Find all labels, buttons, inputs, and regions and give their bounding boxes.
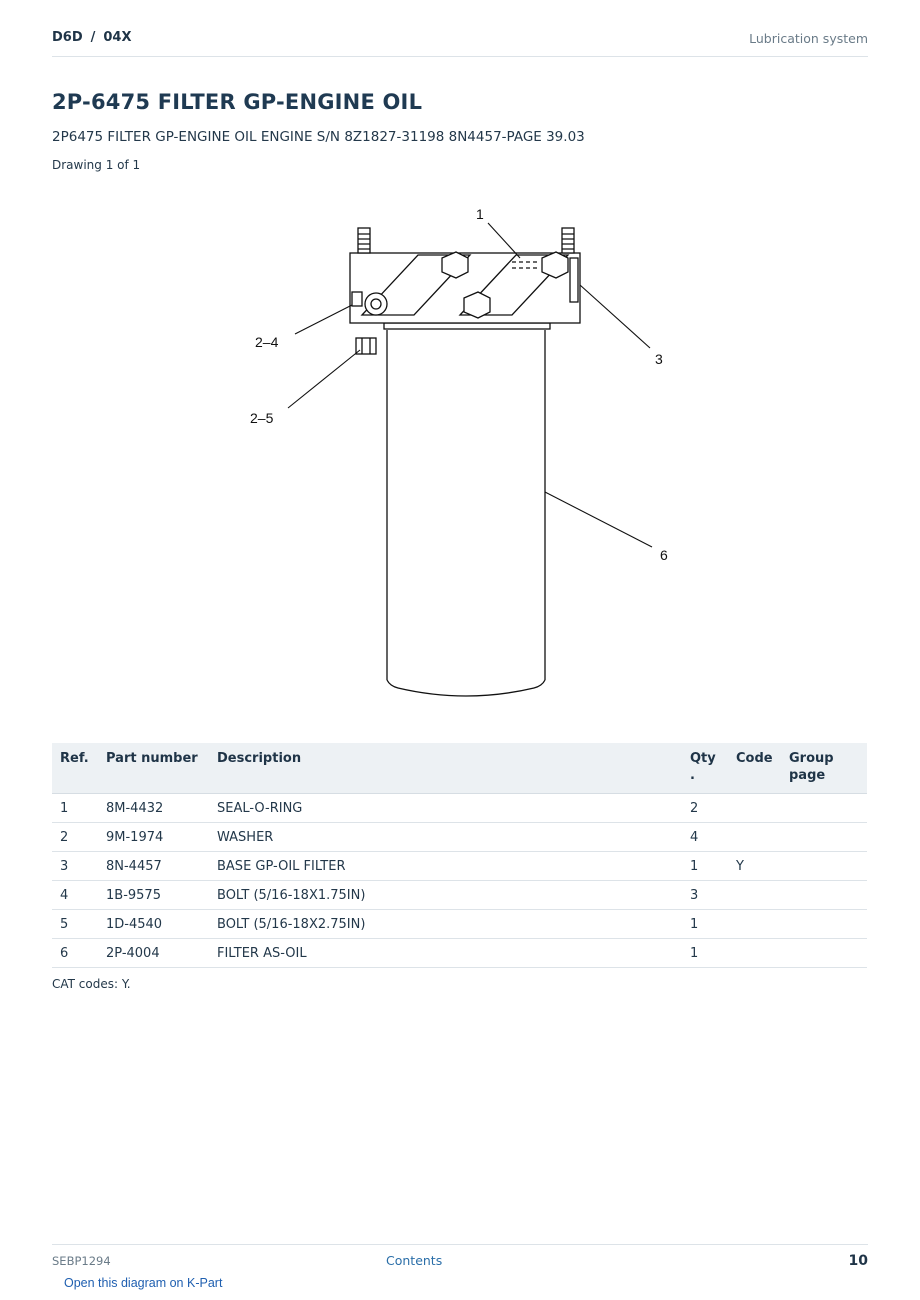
cell-description: FILTER AS-OIL (209, 939, 682, 968)
cell-description: BOLT (5/16-18X2.75IN) (209, 910, 682, 939)
table-row (52, 852, 867, 881)
system-name: Lubrication system (749, 31, 868, 46)
cell-ref: 5 (52, 910, 98, 939)
cell-code (728, 794, 781, 823)
drawing-count: Drawing 1 of 1 (52, 158, 141, 172)
cell-description: BOLT (5/16-18X1.75IN) (209, 881, 682, 910)
table-row (52, 910, 867, 939)
table-row (52, 881, 867, 910)
table-row (52, 823, 867, 852)
section-code-label: 04X (103, 30, 132, 45)
cell-code: Y (728, 852, 781, 881)
cell-group-page (781, 939, 867, 968)
filter-canister-drawing (384, 323, 550, 696)
table-row (52, 939, 867, 968)
parts-diagram (230, 195, 690, 705)
cell-part-number: 1D-4540 (98, 910, 209, 939)
breadcrumb (52, 30, 132, 45)
table-row (52, 794, 867, 823)
callout-3: 3 (655, 351, 663, 367)
cell-group-page (781, 910, 867, 939)
cell-qty: 2 (682, 794, 728, 823)
cat-codes-note: CAT codes: Y. (52, 977, 131, 991)
cell-qty: 4 (682, 823, 728, 852)
cell-code (728, 939, 781, 968)
cell-description: WASHER (209, 823, 682, 852)
cell-part-number: 1B-9575 (98, 881, 209, 910)
cell-ref: 6 (52, 939, 98, 968)
document-code: SEBP1294 (52, 1254, 111, 1268)
cell-qty: 1 (682, 852, 728, 881)
callout-6: 6 (660, 547, 668, 563)
cell-part-number: 8M-4432 (98, 794, 209, 823)
cell-group-page (781, 794, 867, 823)
table-header-row (52, 743, 867, 794)
cell-ref: 2 (52, 823, 98, 852)
cell-ref: 4 (52, 881, 98, 910)
cell-qty: 1 (682, 910, 728, 939)
open-kpart-link[interactable]: Open this diagram on K-Part (64, 1276, 223, 1290)
callout-1: 1 (476, 206, 484, 222)
cell-part-number: 2P-4004 (98, 939, 209, 968)
cell-code (728, 910, 781, 939)
page-subtitle: 2P6475 FILTER GP-ENGINE OIL ENGINE S/N 8Z1827-31198 8N4457-PAGE 39.03 (52, 129, 585, 145)
page-header (52, 28, 868, 57)
header-qty: Qty . (682, 743, 728, 794)
cell-code (728, 823, 781, 852)
parts-table (52, 743, 867, 968)
cell-ref: 1 (52, 794, 98, 823)
model-label: D6D (52, 30, 83, 45)
cell-description: SEAL-O-RING (209, 794, 682, 823)
header-group-page: Group page (781, 743, 867, 794)
page-title: 2P-6475 FILTER GP-ENGINE OIL (52, 90, 423, 114)
header-code: Code (728, 743, 781, 794)
breadcrumb-separator: / (90, 30, 96, 45)
callout-2-5: 2‒5 (250, 410, 274, 426)
header-ref: Ref. (52, 743, 98, 794)
cell-part-number: 9M-1974 (98, 823, 209, 852)
page-number: 10 (848, 1253, 868, 1269)
callout-2-4: 2‒4 (255, 334, 279, 350)
cell-description: BASE GP-OIL FILTER (209, 852, 682, 881)
contents-link[interactable]: Contents (386, 1253, 443, 1268)
filter-base-drawing (350, 252, 580, 323)
header-description: Description (209, 743, 682, 794)
cell-ref: 3 (52, 852, 98, 881)
page-footer (52, 1244, 868, 1275)
cell-code (728, 881, 781, 910)
cell-group-page (781, 852, 867, 881)
cell-qty: 1 (682, 939, 728, 968)
header-part-number: Part number (98, 743, 209, 794)
cell-group-page (781, 881, 867, 910)
cell-qty: 3 (682, 881, 728, 910)
cell-group-page (781, 823, 867, 852)
cell-part-number: 8N-4457 (98, 852, 209, 881)
